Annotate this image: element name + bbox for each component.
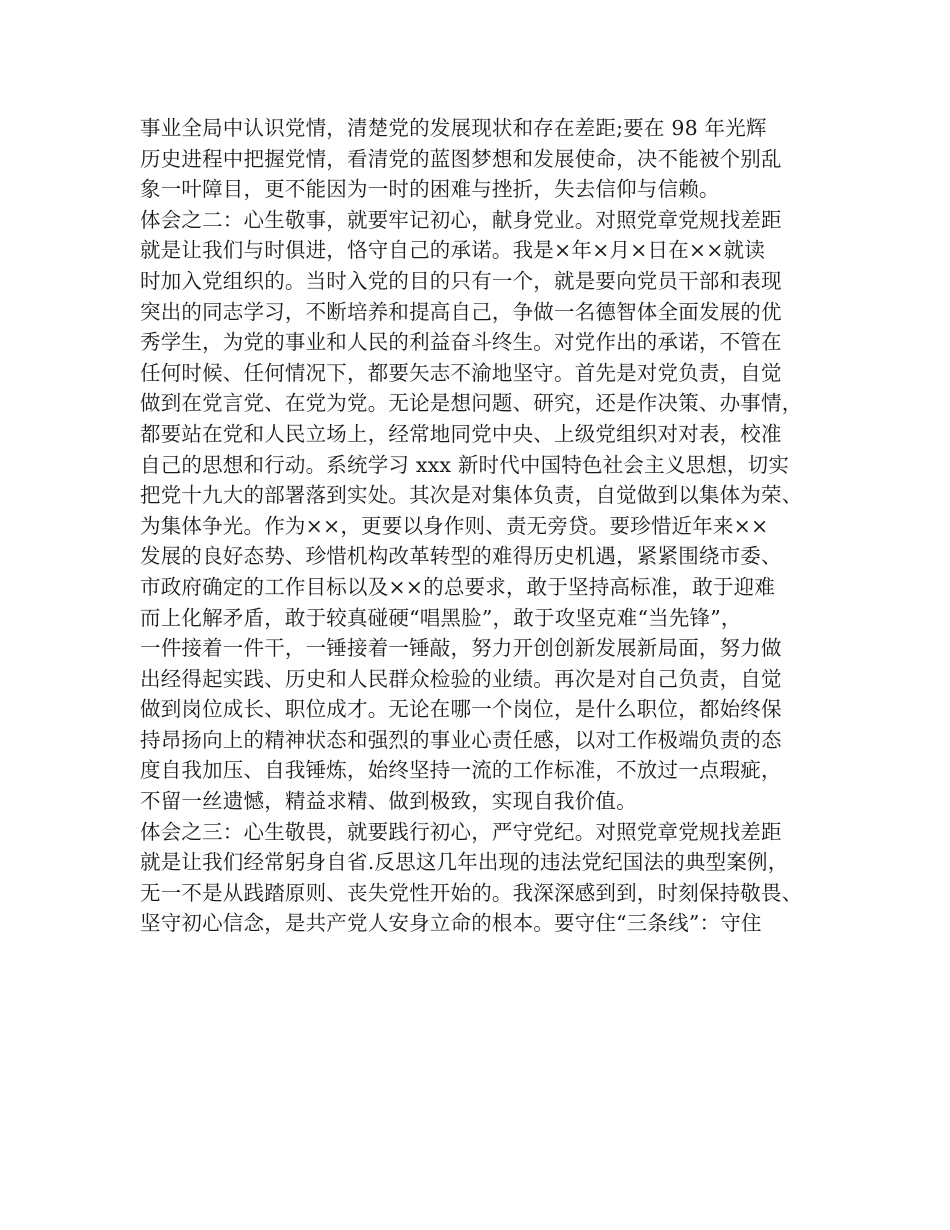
text-line: 把党十九大的部署落到实处。其次是对集体负责，自觉做到以集体为荣、 (140, 483, 803, 508)
text-line: 体会之二：心生敬事，就要牢记初心，献身党业。对照党章党规找差距 (140, 207, 782, 232)
text-line: 任何时候、任何情况下，都要矢志不渝地坚守。首先是对党负责，自觉 (140, 360, 782, 385)
text-line: 都要站在党和人民立场上，经常地同党中央、上级党组织对对表，校准 (140, 421, 782, 446)
text-line: 历史进程中把握党情，看清党的蓝图梦想和发展使命，决不能被个别乱 (140, 146, 782, 171)
text-line: 做到在党言党、在党为党。无论是想问题、研究，还是作决策、办事情， (140, 391, 803, 416)
text-line: 象一叶障目，更不能因为一时的困难与挫折，失去信仰与信赖。 (140, 177, 720, 202)
text-line: 秀学生，为党的事业和人民的利益奋斗终生。对党作出的承诺，不管在 (140, 330, 782, 355)
text-line: 持昂扬向上的精神状态和强烈的事业心责任感，以对工作极端负责的态 (140, 727, 782, 752)
text-line: 体会之三：心生敬畏，就要践行初心，严守党纪。对照党章党规找差距 (140, 819, 782, 844)
text-line: 事业全局中认识党情，清楚党的发展现状和存在差距;要在 98 年光辉 (140, 116, 767, 140)
document-body (140, 113, 830, 939)
text-line: 一件接着一件干，一锤接着一锤敲，努力开创创新发展新局面，努力做 (140, 636, 782, 661)
text-line: 为集体争光。作为××，更要以身作则、责无旁贷。要珍惜近年来×× (140, 513, 769, 538)
text-line: 就是让我们经常躬身自省.反思这几年出现的违法党纪国法的典型案例， (140, 850, 789, 875)
text-line: 度自我加压、自我锤炼，始终坚持一流的工作标准，不放过一点瑕疵， (140, 758, 782, 783)
text-line: 做到岗位成长、职位成才。无论在哪一个岗位，是什么职位，都始终保 (140, 697, 782, 722)
text-line: 出经得起实践、历史和人民群众检验的业绩。再次是对自己负责，自觉 (140, 666, 782, 691)
text-line: 坚守初心信念，是共产党人安身立命的根本。要守住“三条线”：守住 (140, 911, 762, 936)
text-line: 无一不是从践踏原则、丧失党性开始的。我深深感到到，时刻保持敬畏、 (140, 880, 803, 905)
text-line: 而上化解矛盾，敢于较真碰硬“唱黑脸”，敢于攻坚克难“当先锋”， (140, 605, 742, 630)
text-line: 发展的良好态势、珍惜机构改革转型的难得历史机遇，紧紧围绕市委、 (140, 544, 782, 569)
text-line: 就是让我们与时俱进，恪守自己的承诺。我是×年×月×日在××就读 (140, 238, 766, 263)
text-line: 自己的思想和行动。系统学习 xxx 新时代中国特色社会主义思想，切实 (140, 452, 790, 477)
text-line: 突出的同志学习，不断培养和提高自己，争做一名德智体全面发展的优 (140, 299, 782, 324)
text-line: 时加入党组织的。当时入党的目的只有一个，就是要向党员干部和表现 (140, 268, 782, 293)
text-line: 不留一丝遗憾，精益求精、做到极致，实现自我价值。 (140, 789, 637, 814)
text-line: 市政府确定的工作目标以及××的总要求，敢于坚持高标准，敢于迎难 (140, 574, 776, 599)
